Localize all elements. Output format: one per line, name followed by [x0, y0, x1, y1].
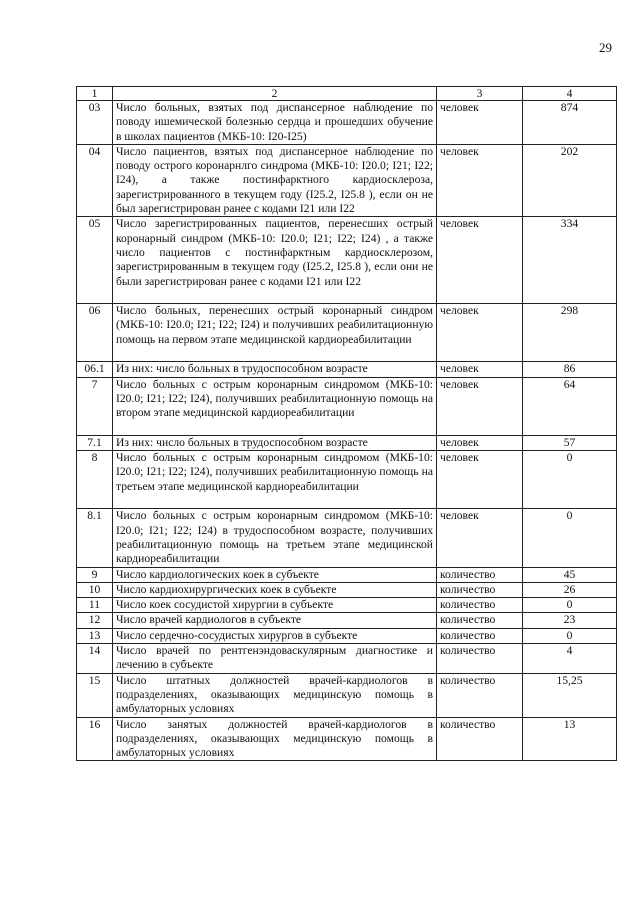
unit-cell: человек — [437, 435, 523, 450]
indicator-name-cell: Число занятых должностей врачей-кардиологов в подразделениях, оказывающих медицинскую помощь в амбулаторных условиях — [113, 717, 437, 761]
unit-cell: человек — [437, 144, 523, 217]
value-cell: 26 — [523, 582, 617, 597]
unit-cell: количество — [437, 717, 523, 761]
unit-cell: человек — [437, 362, 523, 377]
unit-cell: количество — [437, 613, 523, 628]
row-number-cell: 15 — [77, 673, 113, 717]
row-number-cell: 06 — [77, 304, 113, 362]
value-cell: 23 — [523, 613, 617, 628]
indicator-name-cell: Число зарегистрированных пациентов, перенесших острый коронарный синдром (МКБ-10: I20.0; I21; I22; I24) , а также число пациентов с постинфарктным кардиосклерозом, зарегистрированным в текущем году (I25.2, I25.8 ), если они не были зарегистрирован ранее с кодами I21 или I22 — [113, 217, 437, 304]
value-cell: 13 — [523, 717, 617, 761]
indicator-name-cell: Число кардиологических коек в субъекте — [113, 567, 437, 582]
column-header-number: 1 — [77, 87, 113, 101]
value-cell: 64 — [523, 377, 617, 435]
unit-cell: человек — [437, 451, 523, 509]
table-row — [77, 304, 617, 362]
table-row — [77, 377, 617, 435]
table-row — [77, 717, 617, 761]
indicator-name-cell: Число больных с острым коронарным синдромом (МКБ-10: I20.0; I21; I22; I24) в трудоспособном возрасте, получивших реабилитационную помощь на третьем этапе медицинской кардиореабилитации — [113, 509, 437, 567]
table-row — [77, 582, 617, 597]
indicator-name-cell: Число врачей кардиологов в субъекте — [113, 613, 437, 628]
row-number-cell: 05 — [77, 217, 113, 304]
column-header-unit: 3 — [437, 87, 523, 101]
unit-cell: количество — [437, 644, 523, 674]
unit-cell: человек — [437, 377, 523, 435]
table-row — [77, 451, 617, 509]
value-cell: 15,25 — [523, 673, 617, 717]
unit-cell: количество — [437, 628, 523, 643]
unit-cell: человек — [437, 101, 523, 145]
table-row — [77, 628, 617, 643]
row-number-cell: 04 — [77, 144, 113, 217]
indicator-name-cell: Из них: число больных в трудоспособном возрасте — [113, 362, 437, 377]
value-cell: 0 — [523, 598, 617, 613]
column-header-indicator: 2 — [113, 87, 437, 101]
table-row — [77, 435, 617, 450]
indicator-name-cell: Число больных с острым коронарным синдромом (МКБ-10: I20.0; I21; I22; I24), получивших реабилитационную помощь на третьем этапе медицинской кардиореабилитации — [113, 451, 437, 509]
value-cell: 0 — [523, 628, 617, 643]
value-cell: 334 — [523, 217, 617, 304]
indicator-name-cell: Число сердечно-сосудистых хирургов в субъекте — [113, 628, 437, 643]
unit-cell: человек — [437, 217, 523, 304]
unit-cell: человек — [437, 509, 523, 567]
row-number-cell: 7.1 — [77, 435, 113, 450]
indicator-name-cell: Число больных, взятых под диспансерное наблюдение по поводу ишемической болезнью сердца и прошедших обучение в школах пациентов (МКБ-10: I20-I25) — [113, 101, 437, 145]
row-number-cell: 12 — [77, 613, 113, 628]
table-row — [77, 101, 617, 145]
value-cell: 874 — [523, 101, 617, 145]
value-cell: 57 — [523, 435, 617, 450]
value-cell: 0 — [523, 509, 617, 567]
row-number-cell: 06.1 — [77, 362, 113, 377]
statistics-table — [76, 86, 617, 761]
indicator-name-cell: Число штатных должностей врачей-кардиологов в подразделениях, оказывающих медицинскую помощь в амбулаторных условиях — [113, 673, 437, 717]
indicator-name-cell: Число врачей по рентгенэндоваскулярным диагностике и лечению в субъекте — [113, 644, 437, 674]
table-row — [77, 567, 617, 582]
column-header-value: 4 — [523, 87, 617, 101]
table-header-row — [77, 87, 617, 101]
value-cell: 0 — [523, 451, 617, 509]
row-number-cell: 8 — [77, 451, 113, 509]
unit-cell: человек — [437, 304, 523, 362]
row-number-cell: 13 — [77, 628, 113, 643]
row-number-cell: 8.1 — [77, 509, 113, 567]
table-row — [77, 509, 617, 567]
indicator-name-cell: Число больных с острым коронарным синдромом (МКБ-10: I20.0; I21; I22; I24), получивших реабилитационную помощь на втором этапе медицинской кардиореабилитации — [113, 377, 437, 435]
value-cell: 202 — [523, 144, 617, 217]
table-row — [77, 362, 617, 377]
table-row — [77, 598, 617, 613]
indicator-name-cell: Число пациентов, взятых под диспансерное наблюдение по поводу острого коронарнлго синдрома (МКБ-10: I20.0; I21; I22; I24), а также постинфарктного кардиосклероза, зарегистрированного в текущем году (I25.2, I25.8 ), если он не был зарегистрирован ранее с кодами I21 или I22 — [113, 144, 437, 217]
table-row — [77, 217, 617, 304]
indicator-name-cell: Число коек сосудистой хирургии в субъекте — [113, 598, 437, 613]
indicator-name-cell: Число больных, перенесших острый коронарный синдром (МКБ-10: I20.0; I21; I22; I24) и получивших реабилитационную помощь на первом этапе медицинской кардиореабилитации — [113, 304, 437, 362]
row-number-cell: 16 — [77, 717, 113, 761]
page-number: 29 — [599, 40, 612, 55]
value-cell: 298 — [523, 304, 617, 362]
table-row — [77, 613, 617, 628]
unit-cell: количество — [437, 673, 523, 717]
row-number-cell: 11 — [77, 598, 113, 613]
unit-cell: количество — [437, 567, 523, 582]
table-row — [77, 673, 617, 717]
table-row — [77, 144, 617, 217]
row-number-cell: 7 — [77, 377, 113, 435]
table-body — [77, 101, 617, 761]
value-cell: 4 — [523, 644, 617, 674]
indicator-name-cell: Число кардиохирургических коек в субъекте — [113, 582, 437, 597]
row-number-cell: 14 — [77, 644, 113, 674]
table-row — [77, 644, 617, 674]
row-number-cell: 03 — [77, 101, 113, 145]
indicator-name-cell: Из них: число больных в трудоспособном возрасте — [113, 435, 437, 450]
value-cell: 86 — [523, 362, 617, 377]
value-cell: 45 — [523, 567, 617, 582]
row-number-cell: 10 — [77, 582, 113, 597]
unit-cell: количество — [437, 582, 523, 597]
unit-cell: количество — [437, 598, 523, 613]
row-number-cell: 9 — [77, 567, 113, 582]
